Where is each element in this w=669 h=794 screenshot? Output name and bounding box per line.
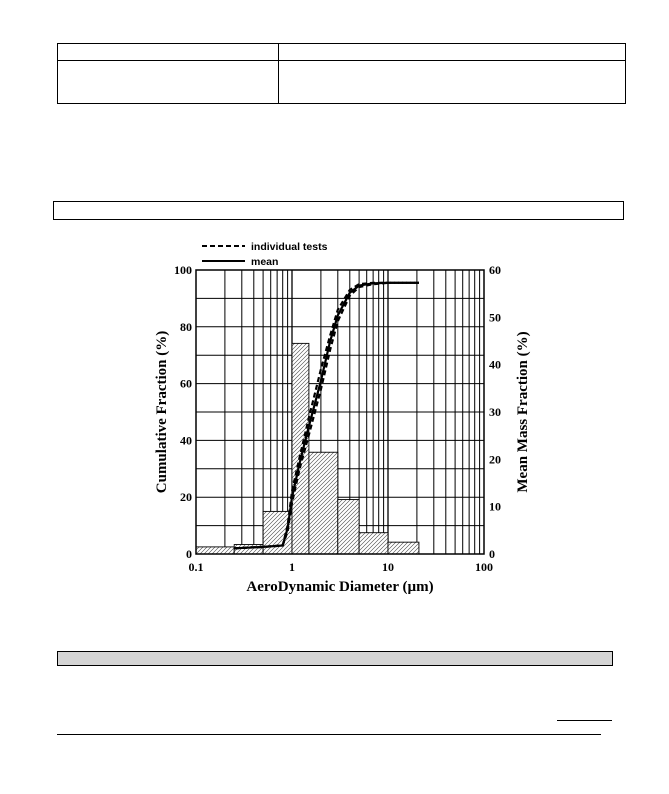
short-rule — [557, 720, 612, 721]
y2-tick-label: 20 — [489, 452, 501, 467]
histogram-bar-4 — [309, 452, 338, 554]
x-axis-label: AeroDynamic Diameter (µm) — [246, 579, 434, 595]
shaded-bar — [57, 651, 613, 666]
y2-tick-label: 60 — [489, 263, 501, 277]
x-tick-label: 1 — [289, 560, 295, 574]
y-tick-label: 40 — [180, 433, 192, 448]
histogram-bar-7 — [388, 542, 419, 554]
y-tick-label: 60 — [180, 376, 192, 391]
y2-tick-label: 30 — [489, 405, 501, 419]
legend-label-mean: mean — [251, 256, 279, 268]
legend — [202, 241, 328, 268]
y-tick-label: 100 — [174, 263, 192, 277]
y-tick-label: 80 — [180, 319, 192, 334]
y2-tick-label: 40 — [489, 357, 501, 372]
histogram-bar-3 — [292, 343, 309, 554]
footer-rule — [57, 734, 601, 735]
x-tick-label: 0.1 — [188, 560, 204, 574]
x-tick-label: 100 — [475, 560, 493, 574]
y-tick-label: 20 — [180, 490, 192, 505]
x-tick-label: 10 — [382, 560, 394, 574]
top-table-column-divider — [278, 44, 279, 103]
y-tick-label: 0 — [186, 547, 192, 561]
legend-label-individual-tests: individual tests — [251, 241, 328, 253]
histogram-bar-6 — [359, 533, 388, 554]
y2-tick-label: 10 — [489, 499, 501, 514]
histogram-bar-1 — [234, 545, 263, 554]
y2-tick-label: 50 — [489, 310, 501, 325]
histogram-bar-5 — [338, 500, 359, 554]
y-axis-label: Cumulative Fraction (%) — [154, 330, 170, 494]
y2-axis-label: Mean Mass Fraction (%) — [515, 331, 531, 493]
y2-tick-label: 0 — [489, 547, 495, 561]
histogram — [196, 343, 419, 554]
top-table-row-divider — [58, 60, 625, 61]
particle-size-chart — [150, 232, 550, 602]
top-table — [57, 43, 626, 104]
histogram-bar-0 — [196, 547, 234, 554]
figure-caption-box — [53, 201, 624, 220]
